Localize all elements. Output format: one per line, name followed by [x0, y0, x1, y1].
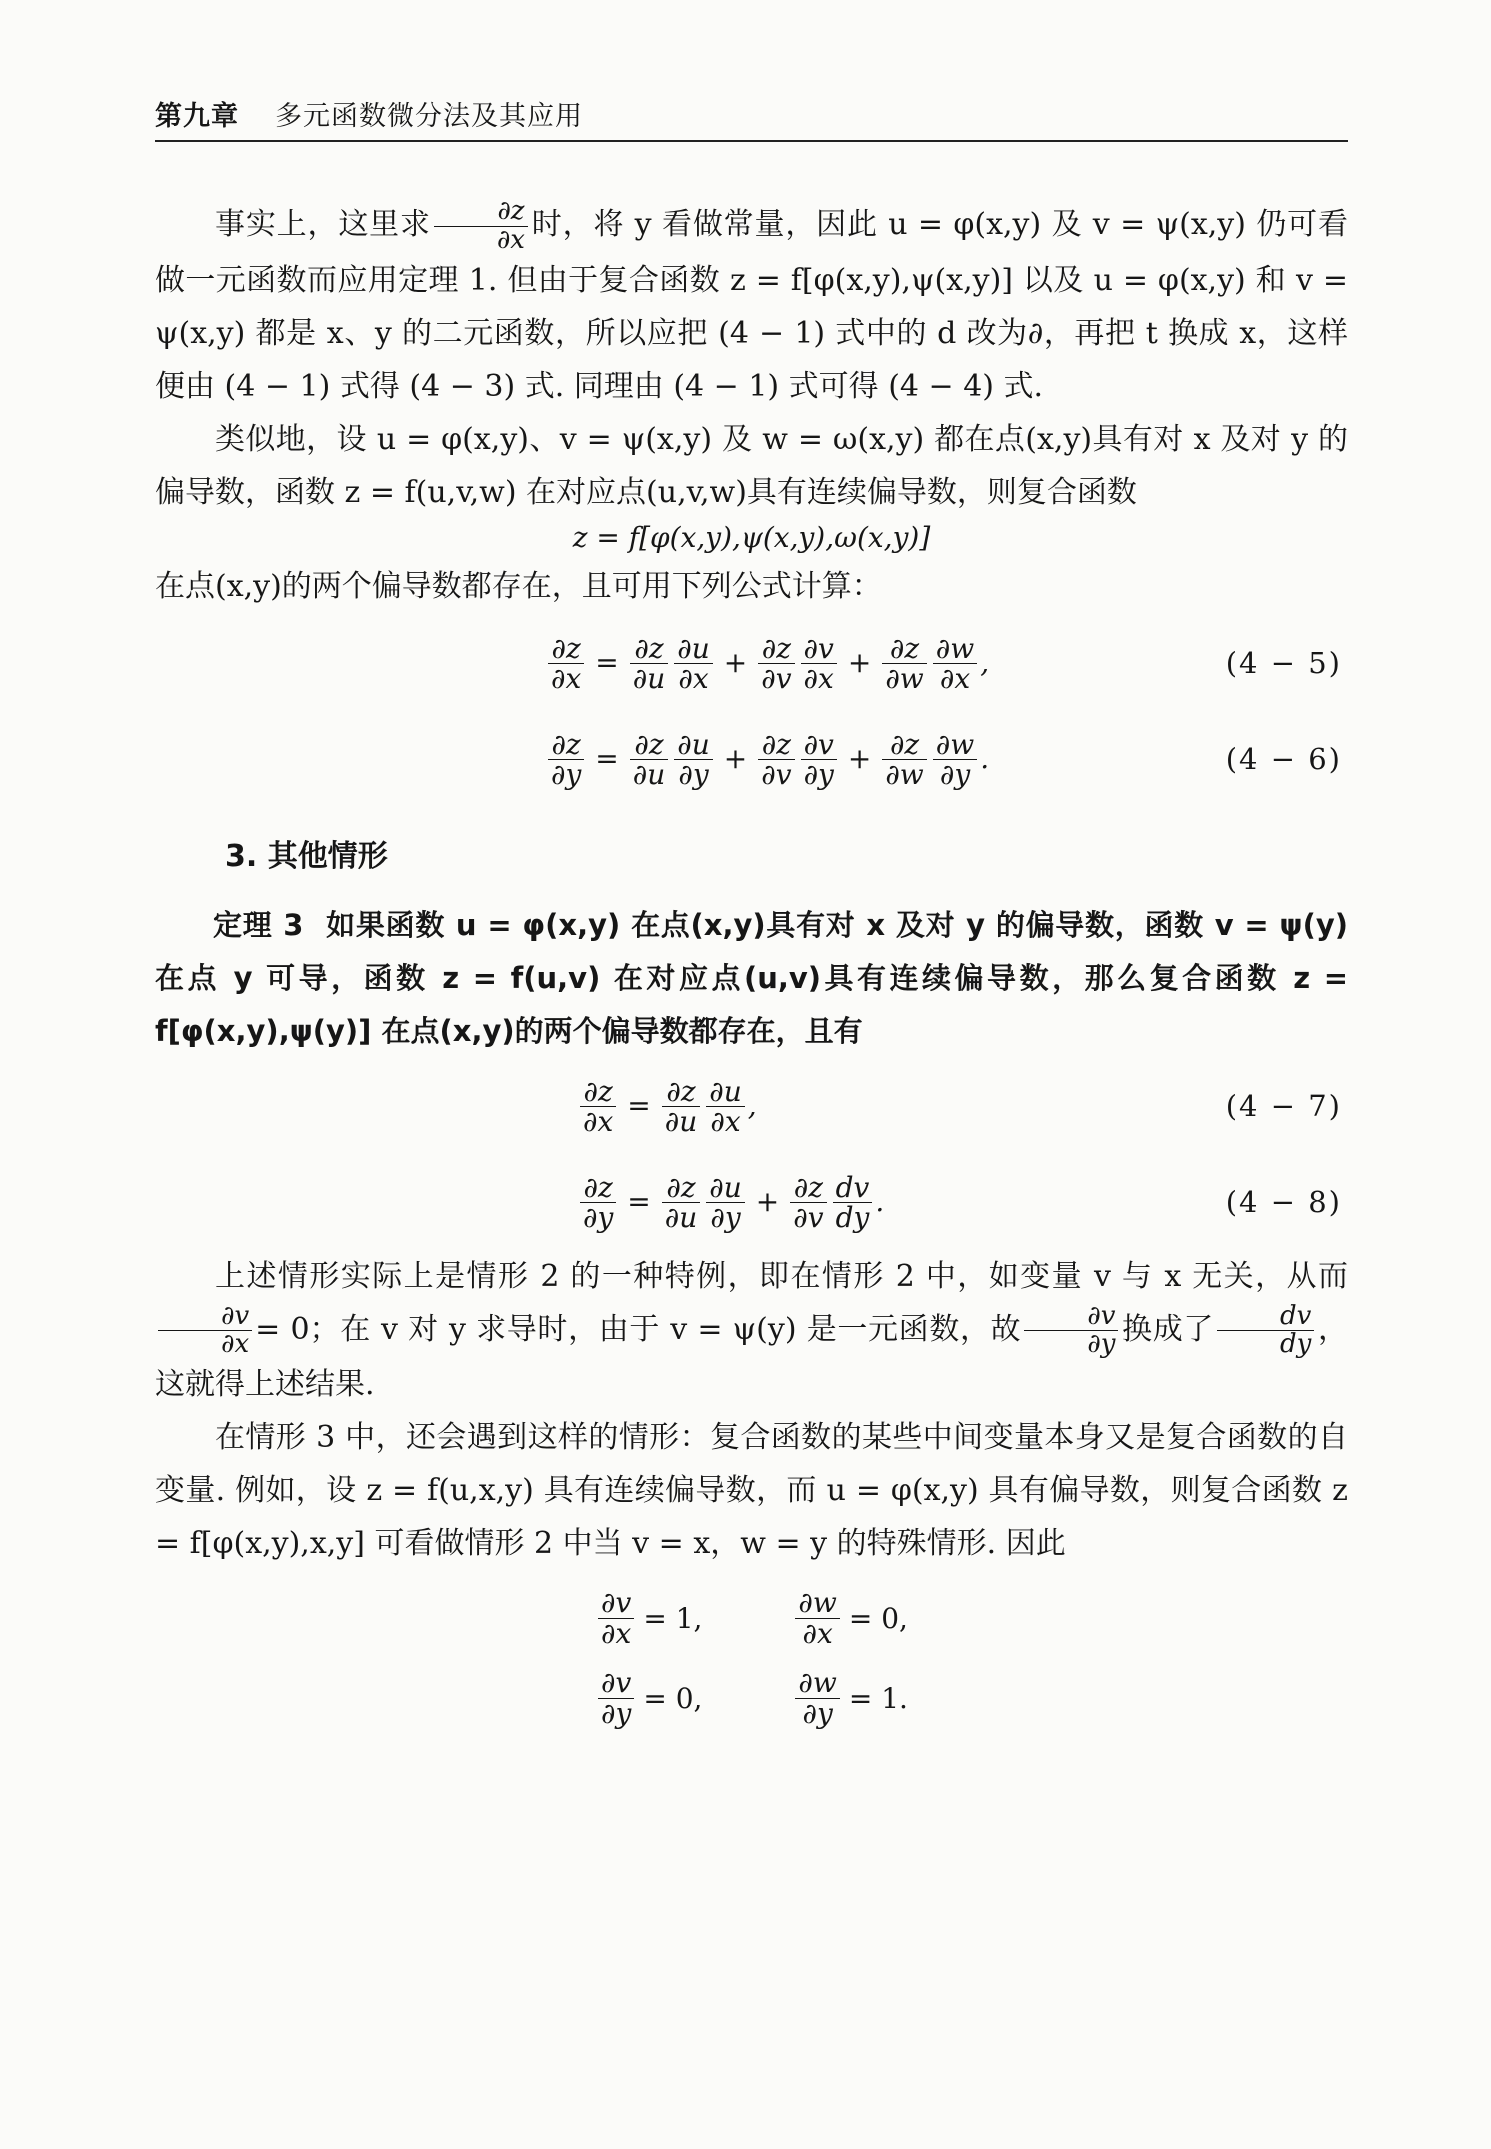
den: ∂x — [803, 662, 834, 696]
comma: , — [747, 1089, 757, 1123]
plus: + — [755, 1185, 780, 1219]
num: ∂z — [882, 730, 926, 760]
num: ∂z — [548, 634, 584, 664]
den: ∂y — [802, 1696, 833, 1730]
equals: = — [595, 646, 619, 680]
paragraph-1 — [155, 198, 1348, 413]
den: ∂y — [1087, 1329, 1116, 1360]
value: = 0, — [643, 1681, 703, 1715]
den: ∂v — [793, 1201, 824, 1235]
equation-4-5 — [155, 623, 1348, 705]
num: ∂z — [630, 634, 669, 664]
frac — [598, 1588, 634, 1648]
equation-4-7 — [155, 1066, 1348, 1148]
frac — [758, 631, 794, 696]
frac — [662, 1074, 701, 1139]
num: ∂u — [674, 634, 713, 664]
frac — [706, 1170, 745, 1235]
equation-4-6 — [155, 719, 1348, 801]
den: ∂x — [939, 662, 971, 696]
den: ∂u — [664, 1105, 698, 1139]
num: ∂z — [548, 730, 584, 760]
dw-dy-cell — [792, 1668, 908, 1728]
den: ∂x — [710, 1105, 741, 1139]
dw-dx-cell — [792, 1588, 908, 1648]
chapter-title: 多元函数微分法及其应用 — [275, 101, 583, 132]
p4-text-b: = 0；在 v 对 y 求导时，由于 v = ψ(y) 是一元函数，故 — [255, 1311, 1022, 1347]
frac — [630, 631, 669, 696]
frac — [833, 1170, 873, 1235]
p4-text-c: 换成了 — [1121, 1311, 1214, 1347]
period: . — [875, 1185, 885, 1219]
num: ∂u — [706, 1077, 745, 1107]
num: dv — [1217, 1303, 1314, 1331]
equals: = — [627, 1089, 651, 1123]
theorem-label: 定理 3 — [213, 907, 304, 942]
num: ∂z — [580, 1173, 616, 1203]
equals: = — [595, 742, 619, 776]
num: ∂v — [801, 730, 837, 760]
value: = 0, — [848, 1601, 908, 1635]
period: . — [980, 742, 990, 776]
frac — [933, 727, 977, 792]
numerator: ∂z — [434, 198, 528, 226]
den: ∂u — [664, 1201, 698, 1235]
num: dv — [833, 1173, 873, 1203]
special-derivatives-row-2 — [155, 1668, 1348, 1728]
theorem-3 — [155, 899, 1348, 1058]
num: ∂u — [674, 730, 713, 760]
num: ∂v — [1024, 1303, 1118, 1331]
num: ∂v — [158, 1303, 252, 1331]
den: ∂x — [583, 1105, 614, 1139]
frac — [882, 727, 926, 792]
den: ∂y — [601, 1696, 632, 1730]
num: ∂z — [758, 730, 794, 760]
equation-4-8 — [155, 1162, 1348, 1244]
p1-text-b: 时，将 y 看做常量，因此 u = φ(x,y) 及 v = ψ(x,y) 仍可看做一元函数而应用定理 1. 但由于复合函数 z = f[φ(x,y),ψ(x,y)] 以及 u = φ(x,y) 和 v = ψ(x,y) 都是 x、y 的二元函数，所以应把 (4 − 1) 式中的 d 改为∂，再把 t 换成 x，这样便由 (4 − 1) 式得 (4 − 3) 式. 同理由 (4 − 1) 式可得 (4 − 4) 式. — [155, 207, 1348, 404]
den: ∂y — [678, 758, 709, 792]
frac — [933, 631, 977, 696]
frac — [801, 727, 837, 792]
frac — [795, 1588, 839, 1648]
fraction-dv-dy-total — [1217, 1300, 1314, 1360]
den: ∂x — [601, 1616, 632, 1650]
special-derivatives-row-1 — [155, 1588, 1348, 1648]
p4-text-d: ，这就得上述结果. — [155, 1311, 1348, 1403]
fraction-dv-dy — [1024, 1300, 1118, 1360]
num: ∂z — [662, 1173, 701, 1203]
frac — [706, 1074, 745, 1139]
den: ∂y — [583, 1201, 614, 1235]
den: ∂x — [802, 1616, 833, 1650]
p1-text-a: 事实上，这里求 — [215, 207, 431, 242]
num: ∂v — [598, 1668, 634, 1698]
den: ∂y — [939, 758, 971, 792]
num: ∂z — [580, 1077, 616, 1107]
den: ∂y — [710, 1201, 741, 1235]
equals: = — [627, 1185, 651, 1219]
formula-text: z = f[φ(x,y),ψ(x,y),ω(x,y)] — [572, 520, 931, 554]
frac — [598, 1668, 634, 1728]
num: ∂w — [933, 634, 977, 664]
plus: + — [847, 742, 872, 776]
frac — [674, 631, 713, 696]
num: ∂z — [790, 1173, 826, 1203]
num: ∂z — [630, 730, 669, 760]
dv-dy-cell — [595, 1668, 702, 1728]
paragraph-5: 在情形 3 中，还会遇到这样的情形：复合函数的某些中间变量本身又是复合函数的自变量. 例如，设 z = f(u,x,y) 具有连续偏导数，而 u = φ(x,y) 具有偏导数，则复合函数 z = f[φ(x,y),x,y] 可看做情形 2 中当 v = x，w = y 的特殊情形. 因此 — [155, 1420, 1348, 1562]
equation-number: (4 − 6) — [1225, 741, 1342, 776]
p4-text-a: 上述情形实际上是情形 2 的一种特例，即在情形 2 中，如变量 v 与 x 无关，从而 — [215, 1258, 1348, 1294]
formula-composite — [155, 520, 1348, 554]
equation-number: (4 − 7) — [1225, 1088, 1342, 1123]
den: dy — [1280, 1329, 1312, 1360]
den: ∂x — [551, 662, 582, 696]
equation-number: (4 − 8) — [1225, 1184, 1342, 1219]
den: ∂v — [761, 662, 792, 696]
num: ∂v — [801, 634, 837, 664]
num: ∂z — [758, 634, 794, 664]
den: ∂x — [221, 1329, 250, 1360]
chapter-label: 第九章 — [155, 101, 239, 132]
theorem-text: 如果函数 u = φ(x,y) 在点(x,y)具有对 x 及对 y 的偏导数，函数 v = ψ(y) 在点 y 可导，函数 z = f(u,v) 在对应点(u,v)具有连续偏导数，那么复合函数 z = f[φ(x,y),ψ(y)] 在点(x,y)的两个偏导数都存在，且有 — [155, 907, 1348, 1048]
frac — [630, 727, 669, 792]
frac — [758, 727, 794, 792]
frac-lhs — [580, 1170, 616, 1235]
num: ∂u — [706, 1173, 745, 1203]
running-header — [155, 88, 1348, 142]
plus: + — [847, 646, 872, 680]
num: ∂w — [795, 1668, 839, 1698]
paragraph-4 — [155, 1250, 1348, 1412]
num: ∂w — [795, 1588, 839, 1618]
comma: , — [980, 646, 990, 680]
paragraph-3: 在点(x,y)的两个偏导数都存在，且可用下列公式计算： — [155, 568, 882, 604]
dv-dx-cell — [595, 1588, 702, 1648]
num: ∂z — [662, 1077, 701, 1107]
frac-lhs — [548, 727, 584, 792]
frac — [790, 1170, 826, 1235]
frac-lhs — [548, 631, 584, 696]
plus: + — [723, 742, 748, 776]
frac — [662, 1170, 701, 1235]
denominator: ∂x — [496, 224, 525, 255]
frac — [801, 631, 837, 696]
page-body — [155, 198, 1348, 1728]
frac — [674, 727, 713, 792]
num: ∂w — [933, 730, 977, 760]
fraction-dz-dx — [434, 198, 528, 254]
section-title: 3. 其他情形 — [225, 838, 388, 874]
den: ∂y — [803, 758, 834, 792]
equation-number: (4 − 5) — [1225, 645, 1342, 680]
den: dy — [835, 1201, 870, 1235]
value: = 1. — [848, 1681, 908, 1715]
den: ∂w — [885, 662, 924, 696]
plus: + — [723, 646, 748, 680]
num: ∂v — [598, 1588, 634, 1618]
den: ∂v — [761, 758, 792, 792]
den: ∂x — [678, 662, 709, 696]
frac — [795, 1668, 839, 1728]
value: = 1, — [643, 1601, 703, 1635]
num: ∂z — [882, 634, 926, 664]
den: ∂w — [885, 758, 924, 792]
frac-lhs — [580, 1074, 616, 1139]
den: ∂u — [632, 662, 666, 696]
fraction-dv-dx — [158, 1300, 252, 1360]
den: ∂u — [632, 758, 666, 792]
paragraph-2: 类似地，设 u = φ(x,y)、v = ψ(x,y) 及 w = ω(x,y) 都在点(x,y)具有对 x 及对 y 的偏导数，函数 z = f(u,v,w) 在对应点(u,v,w)具有连续偏导数，则复合函数 — [155, 421, 1348, 510]
frac — [882, 631, 926, 696]
den: ∂y — [551, 758, 582, 792]
